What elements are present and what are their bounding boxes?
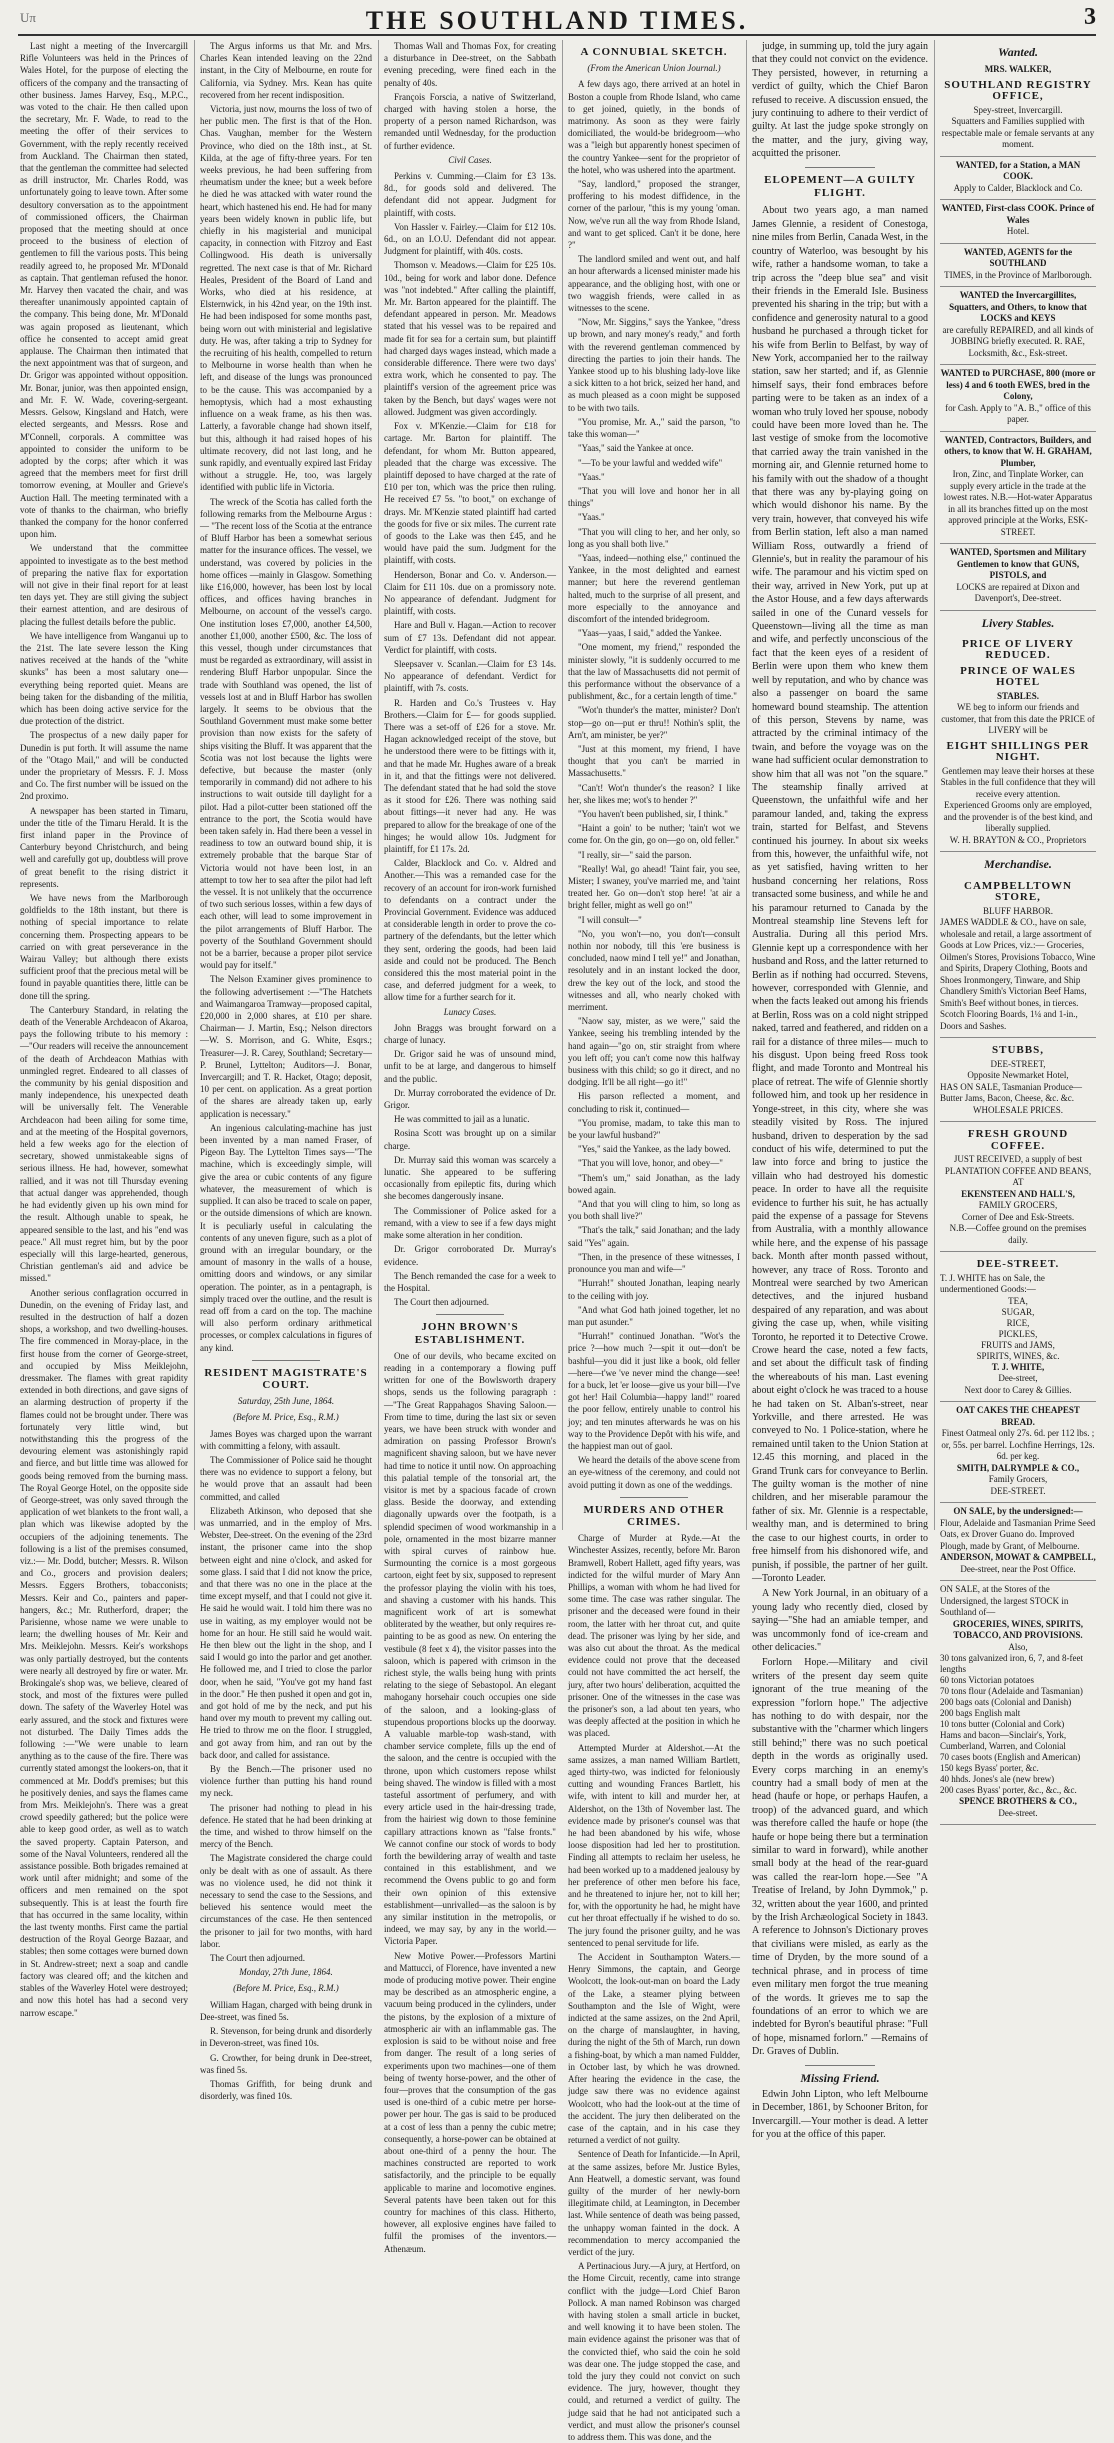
article-paragraph: "Just at this moment, my friend, I have thought that you can't be married in Massachusetts.": [568, 743, 740, 779]
col3-articles: [384, 40, 556, 152]
article-paragraph: The Bench remanded the case for a week to the Hospital.: [384, 1270, 556, 1293]
article-paragraph: A New York Journal, in an obituary of a young lady who recently died, closed by saying—"She had an amiable temper, and was uncommonly fond of ice-cream and other delicacies.": [752, 1588, 928, 1653]
list-item: TEA,: [1008, 1295, 1028, 1306]
wanted-heading: Wanted.: [997, 45, 1039, 59]
article-paragraph: "Now, Mr. Siggins," says the Yankee, "dress up brown, and nary money's ready," and forth with the reverend gentleman commenced by directing the parties to join their hands. The Yankee stood up to his blushing lady-love like a sick kitten to a hot brick, seized her hand, and as much pleased as a coon might be supposed to be with two tails.: [568, 317, 740, 413]
article-paragraph: Von Hassler v. Fairley.—Claim for £12 10s. 6d., on an I.O.U. Defendant did not appear. Judgment for plaintiff, with 40s. costs.: [384, 221, 556, 257]
livery-stables: STABLES.: [996, 690, 1040, 701]
court-date: Saturday, 25th June, 1864.: [237, 1396, 335, 1407]
anderson-address: Dee-street, near the Post Office.: [960, 1563, 1076, 1574]
column-divider: [194, 40, 195, 1530]
masthead: [0, 0, 1114, 34]
article-paragraph: By the Bench.—The prisoner used no violence further than putting his hand round my neck.: [200, 1764, 372, 1799]
article-paragraph: "Naow say, mister, as we were," said the Yankee, seeing his trembling intended by the hand again—"go on, stir straight from where you left off; you can't come now this halfway business with this child; so go it direct, and no dodging. It'll be all right—go it!": [568, 1016, 740, 1088]
article-paragraph: The Magistrate considered the charge could only be dealt with as one of assault. As there was no violence used, he did not think it necessary to send the case to the Sessions, and believed his sentence would meet the circumstances of the case. He then sentenced the prisoner to jail for two months, with hard labor.: [200, 1853, 372, 1949]
wanted-ad-line-1: WANTED to PURCHASE, 800 (more or less) 4 and 6 tooth EWES, bred in the Colony,: [940, 368, 1096, 402]
article-paragraph: Hare and Bull v. Hagan.—Action to recover sum of £7 13s. Defendant did not appear. Verdict for plaintiff, with costs.: [384, 620, 556, 655]
article-paragraph: Attempted Murder at Aldershot.—At the same assizes, a man named William Bartlett, aged thirty-two, was indicted for feloniously cutting and wounding Frances Bartlett, his wife, with intent to kill and murder her, at Aldershot, on the 13th of November last. The evidence made by prisoner's counsel was that he had been abandoned by his wife, whose loose disposition had led her to prostitution. Finding all attempts to reclaim her useless, he had been worked up to a maddened jealousy by her preference of other men before his face, and he threatened to injure her, not to kill her; for, with the opportunity he had, he might have cut her throat effectually if he wished to do so. The jury found the prisoner guilty, and he was sentenced to penal servitude for life.: [568, 1742, 740, 1948]
motive-power-article: New Motive Power.—Professors Martini and Mattucci, of Florence, have invented a new mode of producing motive power. Their engine may be described as an atmospheric engine, a vacuum being produced in the cylinders, under the pistons, by the explosion of a mixture of atmospheric air with an inflammable gas. The explosion is said to be without noise and free from danger. The result of a long series of experiments upon two machines—one of them being of twenty horse-power, and the other of four—proves that the consumption of the gas used is one-third of a cubic metre per horse-power per hour. The gas is said to be produced at a cost of less than a penny the cubic metre; consequently, a horse-power can be obtained at about one-third of a penny the hour. The machines constructed are reported to work satisfactorily, and the principle to be equally applicable to marine and locomotive engines. Several patents have been taken out for this country for machines of this class. Hitherto, however, all explosive engines have failed to fulfil the promises of the inventors.—Athenæum.: [384, 1950, 556, 2254]
article-paragraph: Thomas Griffith, for being drunk and disorderly, was fined 10s.: [200, 2078, 372, 2102]
white-name: T. J. WHITE,: [991, 1361, 1045, 1372]
spence-address: Dee-street.: [998, 1807, 1038, 1818]
article-paragraph: "You promise, madam, to take this man to be your lawful husband?": [568, 1117, 740, 1141]
smith-name: SMITH, DALRYMPLE & CO.,: [956, 1462, 1080, 1473]
spence-text: ON SALE, at the Stores of the Undersigned, the largest STOCK in Southland of—: [940, 1584, 1069, 1618]
article-paragraph: Victoria, just now, mourns the loss of two of her public men. The first is that of the Hon. Chas. Vaughan, member for the Western Province, who died on the 18th inst., at St. Kilda, at the age of fifty-three years. For ten weeks previous, he had been suffering from rheumatism under the knee; but a week before he died he was attacked with water round the heart, which hastened his end. He had for many years been widely known in public life, but chiefly in his magisterial and municipal capacity, in connection with Fitzroy and East Collingwood. His death is universally regretted. The next case is that of Mr. Richard Heales, President of the Board of Land and Works, who died at his residence, at Elsternwick, in his 42nd year, on the 19th inst. He had been indisposed for some months past, being worn out with ministerial and legislative duty. He was, after taking a trip to Sydney for the recruiting of his health, compelled to return to Melbourne in worse health than when he left, and disease of the lungs was pronounced to be the cause. This was accompanied by a hemoptysis, which had a most exhausting influence on a weak frame, as his then was. Latterly, a favorable change had shown itself, but this, although it had raised hopes of his ultimate recovery, did not last long, and he sunk rapidly, and eventually expired last Friday without a struggle. He, too, was largely identified with public life in Victoria.: [200, 104, 372, 493]
col1-articles: [20, 40, 188, 2019]
list-item: 200 bags English malt: [940, 1708, 1021, 1719]
sketch-source: (From the American Union Journal.): [587, 63, 721, 74]
wanted-ad: [940, 244, 1096, 288]
divider: [436, 1314, 505, 1315]
wanted-ad-line-2: LOCKS are repaired at Dixon and Davenport's, Dee-street.: [956, 581, 1080, 604]
article-paragraph: The wreck of the Scotia has called forth the following remarks from the Melbourne Argus :— "The recent loss of the Scotia at the entrance of Bluff Harbor has been a somewhat serious matter for the insurance offices. The vessel, we understand, was covered by policies in the home offices —mainly in Glasgow. Something like £16,000, however, has been lost by local offices, and offices having branches in Melbourne, on account of the vessel's cargo. One institution loses £7,000, another £4,500, another £1,000, another £500, &c. The loss of this vessel, though under circumstances that must be regarded as extraordinary, will assist in rendering Bluff Harbor unpopular. Since the trade with Southland was opened, the list of vessels lost at and in Bluff Harbor has swollen largely. It seems to be obvious that the Southland Government must make some better provision than now exists for the safety of ships visiting the Bluff. It was apparent that the Scotia was not lost because the lights were defective, but because the master (only temporarily in command) did not adhere to his instructions to wait outside till daylight for a pilot. Had a pilot-cutter been stationed off the entrance to the port, the Scotia would have been taken safely in. Had there been a vessel in readiness to tow an outward bound ship, it is extremely probable that the barque Star of Victoria would not have been lost, in an attempt to tow her to sea after the pilot had left the vessel. It is not unlikely that the occurrence of two such serious losses, within a few days of each other, will lead to some improvement in the pilot arrangements of Bluff Harbor. The poverty of the Southland Government should not be a barrier, because a proper pilot service would pay for itself.": [200, 496, 372, 971]
article-paragraph: Thomson v. Meadows.—Claim for £25 10s. 10d., being for work and labor done. Defence was "not indebted." After calling the plaintiff, Mr. Mr. Barton appeared for the plaintiff. The defendant appeared in person. Mr. Meadows stated that his vessel was to be repaired and made fit for sea for a certain sum, but plaintiff had charged days wages instead, which made a considerable difference. There were two days' extra work, which he consented to pay. The plaintiff's version of the agreement price was taken by the Bench, but days' wages were not allowed. Judgment was given accordingly.: [384, 260, 556, 417]
column-divider: [934, 40, 935, 1530]
article-paragraph: The Argus informs us that Mr. and Mrs. Charles Kean intended leaving on the 22nd instant, in the City of Melbourne, en route for California, via Sydney. Mrs. Kean has quite recovered from her recent indisposition.: [200, 41, 372, 100]
article-paragraph: John Braggs was brought forward on a charge of lunacy.: [384, 1022, 556, 1046]
livery-text: WE beg to inform our friends and customer, that from this date the PRICE of LIVERY will be: [941, 702, 1095, 736]
article-paragraph: We have news from the Marlborough goldfields to the 18th instant, but there is nothing of special importance to relate concerning them. Prospecting appears to be carried on with great perseverance in the Wairau Valley; but although there exists sufficient proof that the precious metal will be found in payable quantities there, little can be done till the spring.: [20, 893, 188, 1001]
coffee-line-6: Corner of Dee and Esk-Streets.: [961, 1211, 1075, 1222]
article-paragraph: "Say, landlord," proposed the stranger, proffering to his modest diffidence, in the corner of the parlour, "this is my young 'oman. Now, we've run all the way from Rhode Island, and want to get spliced. Can't it be done, here ?": [568, 179, 740, 251]
list-item: 150 kegs Byass' porter, &c.: [940, 1763, 1039, 1774]
article-paragraph: The Court then adjourned.: [394, 1297, 489, 1308]
column-3: [384, 40, 556, 2254]
stubbs-text: HAS ON SALE, Tasmanian Produce—Butter Jams, Bacon, Cheese, &c. &c.: [940, 1081, 1082, 1104]
wanted-ad-line-1: WANTED, for a Station, a MAN COOK.: [955, 159, 1081, 182]
article-paragraph: The Commissioner of Police asked for a remand, with a view to see if a few days might make some alteration in her condition.: [384, 1205, 556, 1241]
monday-reports: [200, 1999, 372, 2103]
wanted-ad-line-1: WANTED, Contractors, Builders, and others, to know that W. H. GRAHAM, Plumber,: [944, 434, 1092, 468]
column-5: [752, 40, 928, 2141]
brown-heading: JOHN BROWN'S ESTABLISHMENT.: [414, 1321, 526, 1346]
coffee-line-3: AT: [1012, 1177, 1024, 1188]
list-item: 60 tons Victorian potatoes: [940, 1675, 1035, 1686]
article-paragraph: The landlord smiled and went out, and half an hour afterwards a licensed minister made his appearance, and the obliging host, with one or two waggish friends, were called in as witnesses to the scene.: [568, 254, 740, 314]
column-divider: [746, 40, 747, 1530]
livery-hotel: PRINCE OF WALES HOTEL: [960, 664, 1076, 689]
wanted-ad-line-2: for Cash. Apply to "A. B.," office of this paper.: [945, 402, 1091, 425]
list-item: 200 bags oats (Colonial and Danish): [940, 1697, 1072, 1708]
on-sale-heading: ON SALE, by the undersigned:—: [953, 1506, 1083, 1517]
article-paragraph: "Can't! Wot'n thunder's the reason? I like her, she likes me; wot's to hender ?": [568, 782, 740, 805]
article-paragraph: Dr. Murray said this woman was scarcely a lunatic. She appeared to be suffering occasionally from epileptic fits, during which she becomes dangerously insane.: [384, 1154, 556, 1202]
article-paragraph: Rosina Scott was brought up on a similar charge.: [384, 1128, 556, 1151]
article-paragraph: Sleepsaver v. Scanlan.—Claim for £3 14s. No appearance of defendant. Verdict for plaintiff, with 7s. costs.: [384, 658, 556, 694]
article-paragraph: The Court then adjourned.: [210, 1953, 305, 1964]
article-paragraph: "Yaas.": [578, 471, 605, 482]
masthead-rule: [18, 34, 1096, 36]
monday-bench: (Before M. Price, Esq., R.M.): [233, 1983, 339, 1994]
article-paragraph: The Canterbury Standard, in relating the death of the Venerable Archdeacon of Akaroa, pays the following tribute to his memory :—"Our readers will receive the announcement of the death of Archdeacon Mathias with unmingled regret. Endeared to all classes of the community by his genial disposition and manly independence, his unexpected death will be universally felt. The Venerable Archdeacon had been ailing for some time, and at the meeting of the Hospital governors, held a few weeks ago for the election of secretary, showed unmistakeable signs of serious illness. He had, however, somewhat rallied, and it was not till Thursday evening that actual danger was apprehended, though he had evidently given up his own mind for the result. Although unable to speak, he appeared sensible to the last, and his "end was peace." All must regret him, but by the poor especially will this large-hearted, generous, Christian gentleman's aid and advice be missed.": [20, 1004, 188, 1284]
article-paragraph: An ingenious calculating-machine has just been invented by a man named Fraser, of Pigeon Bay. The Lyttelton Times says—"The machine, which is exceedingly simple, will give the area or cubic contents of any figure whatever, the measurement of which is supplied. It can also be traced to scale on paper, or the outside dimensions of which are known. It is peculiarly useful in calculating the contents of any uneven figure, such as a plot of ground with an irregular boundary, or the amount of masonry in the walls of a house, omitting doors and windows, or any similar operation. The pointer, as in a pentagraph, is simply traced over the outline, and the result is read off from a card on the top. The machine will also perform ordinary arithmetical processes, or complex calculations in figures of any kind.: [200, 1122, 372, 1353]
article-paragraph: His parson reflected a moment, and concluding to risk it, continued—: [568, 1091, 740, 1114]
page-number: 3: [1084, 4, 1096, 30]
merchandise-heading: Merchandise.: [984, 857, 1052, 872]
livery-text-3: Experienced Grooms only are employed, and the provender is of the best kind, and liberally supplied.: [943, 800, 1093, 834]
coffee-text: JUST RECEIVED, a supply of best: [953, 1154, 1083, 1165]
article-paragraph: "And that you will cling to him, so long as you both shall live?": [568, 1199, 740, 1222]
article-paragraph: R. Stevenson, for being drunk and disorderly in Deveron-street, was fined 10s.: [200, 2026, 372, 2049]
lunacy-cases: [384, 1022, 556, 1308]
article-paragraph: The Accident in Southampton Waters.— Henry Simmons, the captain, and George Woolcott, the look-out-man on board the Lady of the Lake, a steamer plying between Southampton and the Isle of Wight, were indicted at the same assizes, on the 2nd April, on the charge of manslaughter, in having, during the night of the 5th of March, run down a fishing-boat, by which a man named Fuldder, in October last, by which he was drowned. After hearing the evidence in the case, the judge saw there was no evidence against Woolcott, who had the look-out at the time of the accident. The jury then deliberated on the case of the captain, and in his case they returned a verdict of not guilty.: [568, 1952, 740, 2146]
elopement-heading: ELOPEMENT—A GUILTY FLIGHT.: [764, 173, 916, 200]
article-paragraph: "Yaas.": [578, 512, 605, 523]
missing-friend-notice: Edwin John Lipton, who left Melbourne in December, 1861, by Schooner Briton, for Invercargill.—Your mother is dead. A letter for you at the office of this paper.: [752, 2088, 928, 2141]
article-paragraph: "Them's um," said Jonathan, as the lady bowed again.: [568, 1172, 740, 1195]
article-paragraph: Fox v. M'Kenzie.—Claim for £18 for cartage. Mr. Barton for plaintiff. The defendant, for whom Mr. Button appeared, pleaded that the charge was excessive. The plaintiff deposed to have charged at the rate of £10 per ton, which was the price then ruling. He received £7 5s. "to boot," on exchange of drays. Mr. M'Kenzie stated plaintiff had carted the goods for five or six miles. The current rate of goods to the Lake was then £45, and he would have paid the sum. Judgment for the plaintiff, with costs.: [384, 421, 556, 566]
wanted-ad-line-2: Hotel.: [1006, 226, 1030, 237]
sketch-heading: A CONNUBIAL SKETCH.: [580, 46, 728, 58]
list-item: FRUITS and JAMS,: [981, 1339, 1055, 1350]
stubbs-opposite: Opposite Newmarket Hotel,: [967, 1070, 1069, 1081]
oatcake-ad: [940, 1402, 1096, 1503]
article-paragraph: The Commissioner of Police said he thought there was no evidence to support a felony, but he would prove that an assault had been committed, and called: [200, 1454, 372, 1502]
article-paragraph: Dr. Grigor said he was of unsound mind, unfit to be at large, and dangerous to himself and the public.: [384, 1049, 556, 1084]
article-paragraph: One of our devils, who became excited on reading in a contemporary a flowing puff written for one of the Bowlsworth drapery shops, sends us the following paragraph :—"The Great Rappahagos Shaving Saloon.—From time to time, during the last six or seven years, we have been struck with wonder and admiration on passing Professor Brown's magnificent shaving saloon, but we have never had time to notice it until now. On approaching this palatial temple of the tonsorial art, the visitor is met by a spacious facade of crown glass. Beside the doorway, and extending diagonally upwards over the footpath, is a splendid specimen of wood workmanship in a pole, ornamented in the most bizarre manner with spiral curves of rainbow hue. Surmounting the cornice is a most gorgeous cartoon, eight feet by six, supposed to represent the professor playing the violin with his toes, and shaving a customer with his hands. This magnificent work of art is somewhat obliterated by the weather, but only requires re-painting to be as good as new. On entering the vestibule (8 feet x 4), the visitor passes into the saloon, which is papered with crimson in the richest style, the walls being hung with prints relating to the siege of Sebastopol. An elegant mahogany horsehair couch occupies one side of the saloon, and a looking-glass of stupendous proportions blocks up the doorway. A valuable marble-top wash-stand, with chamber service complete, fills up the end of the saloon, and the centre is occupied with the throne, upon which customers repose whilst being shaved. The window is filled with a most tasteful assortment of perfumery, and with every article used in the hair-dressing trade, from the hairiest wig down to those feminine capillary attractions known as "false fronts." We cannot confine our stock of words to body forth the bewildering array of wealth and taste contained in this establishment, and we recommend the Ovens public to go and form their own opinion of this extensive establishment—unrivalled—as the saloon is by any similar institution in the metropolis, or indeed, we may say, by any in the world.—Victoria Paper.: [384, 1350, 556, 1947]
article-paragraph: "—To be your lawful and wedded wife": [578, 457, 723, 468]
article-paragraph: "Then, in the presence of these witnesses, I pronounce you man and wife—": [568, 1251, 740, 1275]
spence-signature: SPENCE BROTHERS & CO.,: [959, 1796, 1077, 1807]
campbelltown-text: JAMES WADDLE & CO., have on sale, wholesale and retail, a large assortment of Goods at Low Prices, viz.:— Groceries, Oilmen's Stores, Provisions Tobacco, Wine and Spirits, Drapery Clothing, Boots and Shoes Ironmongery, Tinware, and Ship Chandlery Smith's Victorian Beef Hams, Smith's Beef without bones, in tierces. Scotch Flooring Boards, 1¼ and 1-in., Doors and Sashes.: [940, 917, 1096, 1031]
murders-article: [568, 1532, 740, 2443]
article-paragraph: "One moment, my friend," responded the minister slowly, "it is suddenly occurred to me that the law of Massachusetts did not permit of this performance without the observance of a publishment, &c., for a certain length of time.": [568, 642, 740, 702]
article-paragraph: A Pertinacious Jury.—A jury, at Hertford, on the Home Circuit, recently, came into strange conflict with the judge—Lord Chief Baron Pollock. A man named Robinson was charged with having stolen a small article in bucket, and well knowing it to have been stolen. The main evidence against the prisoner was that of the convicted thief, who said the coin he sold was dear one. The judge stopped the case, and told the jury they could not convict on such evidence. The jury, however, thought they could, and returned a verdict of guilty. The judge said that he had not anticipated such a verdict, and must allow the prisoner's counsel to address them. This was done, and the: [568, 2261, 740, 2442]
wanted-ad: [940, 157, 1096, 201]
article-paragraph: Sentence of Death for Infanticide.—In April, at the same assizes, before Mr. Justice Byles, Ann Heatwell, a domestic servant, was found guilty of the murder of her newly-born illegitimate child, at Leamington, in December last. While sentence of death was being passed, the unhappy woman fainted in the dock. A recommendation to mercy accompanied the verdict of the jury.: [568, 2149, 740, 2257]
civil-cases: [384, 170, 556, 1004]
registry-office-name: SOUTHLAND REGISTRY OFFICE,: [944, 78, 1092, 103]
article-paragraph: "That you will love and honor her in all things": [568, 485, 740, 509]
missing-friend-heading: Missing Friend.: [800, 2070, 880, 2085]
article-paragraph: "Yaas," said the Yankee at once.: [578, 443, 694, 454]
article-paragraph: "Wot'n thunder's the matter, minister? Don't stop—go on—put er thru!! Nothin's split, the Arn't, am minister, be yer?": [568, 705, 740, 740]
article-paragraph: The prospectus of a new daily paper for Dunedin is put forth. It will assume the name of the "Otago Mail," and will be conducted under the proprietary of Messrs. F. J. Moss and Co. The first number will be issued on the 2nd proximo.: [20, 730, 188, 802]
livery-text-2: Gentlemen may leave their horses at these Stables in the full confidence that they will receive every attention.: [940, 765, 1096, 799]
white-address: Dee-street,: [998, 1373, 1038, 1384]
list-item: SPIRITS, WINES, &c.: [976, 1350, 1060, 1361]
article-paragraph: About two years ago, a man named James Glennie, a resident of Conestoga, nine miles from Berlin, Canada West, in the country of Waterloo, was besought by his wife, rather a handsome woman, to take a trip across the "deep blue sea" and visit their friends in the Emerald Isle. Business prevented his sharing in the trip; but with a confidence and generosity natural to a good husband he purchased a through ticket for his wife from Berlin to Belfast, by way of New York, accompanied her to the railway station, saw her started; and if, as Glennie himself says, their fond embraces before parting were to be taken as an index of a woman who truly loved her spouse, nobody could have been more loved than he. The last vestige of smoke from the locomotive that carried away the train vanished in the morning air, and Glennie returned home to his family with out the shadow of a thought that there was any by-playing going on which would dishonor his name. By the very train, however, that conveyed his wife from Berlin station, left also a man named William Ross, outwardly a friend of Glennie's, but in reality the paramour of his wife. The paramour and his victim sped on their way, arrived in New York, put up at the Astor House, and a few days afterwards sailed in one of the Cunard vessels for Queenstown—living all the time as man and wife, and perfectly unconscious of the fact that the keen eyes of a resident of Berlin were upon them who knew them well by reputation, and who by chance was also a passenger on board the same homeward bound steamship. The attention of this person, Stevens by name, was attracted by the criminal intimacy of the twain, and before the voyage was on the wane had sufficient ocular demonstration to show him that all was not "on the square." The steamship finally arrived at Queenstown, the unfaithful wife and her paramour landed, and, taking the express train, started for Belfast, and Stevens continued his journey. In about six weeks from this, however, the unfaithful wife, not as yet satisfied, having written to her husband concerning her relations, Ross transacted some business, and while he and his paramour returned to Canada by the Montreal steamship line Stevens left for Australia. During all this period Mrs. Glennie kept up a correspondence with her husband and Ross, and the latter returned to Berlin as if nothing had occurred. Stevens, however, corresponded with Glennie, and when the facts leaked out among his friends at Berlin, Ross was on a cold night stripped naked, tarred and feathered, and ridden on a rail for a distance of three miles— much to his disgust. Upon being freed Ross took flight, and made Toronto and Montreal his place of retreat. The wife of Glennie shortly followed him, and took up her residence in Yonge-street, in this city, where she was steadily visited by Ross. The injured husband, driven to desperation by the sad conduct of his wife, determined to put the law into force and bring to justice the villain who had destroyed his domestic peace. In order to have all the requisite evidence to further his suit, he has actually paid the expense of a passage for Stevens from Australia, with a monthly allowance while here, and the expense of his passage back. Month after month passed without, however, any trace of Ross. Toronto and Montreal were searched by two American detectives, and the injured husband despaired of any reparation, and was about giving the case up, when, while visiting Toronto, he reported it to Detective Crowe. Crowe heard the case, noted a few facts, and set about the difficult task of finding the whereabouts of his man. Last evening about eight o'clock he was traced to a house he had taken on St. Alban's-street, near Yorkville, and there arrested. He was conveyed to No. 1 Police-station, where he remained until taken to the Union Station at 12.45 this morning, and placed in the Grand Trunk cars for conveyance to Berlin. The guilty woman is the mother of nine children, and her miserable paramour the father of six. Mr. Glennie is a respectable, wealthy man, and is determined to bring the case to our highest courts, in order to free himself from his dishonored wife, and punish, if possible, the partner of her guilt.—Toronto Leader.: [752, 205, 928, 1584]
article-paragraph: "That's the talk," said Jonathan; and the lady said "Yes" again.: [568, 1225, 740, 1248]
smith-address: DEE-STREET.: [990, 1485, 1046, 1496]
article-paragraph: "No, you won't—no, you don't—consult nothin nor nobody, till this 'ere business is concluded, naow mind I tell ye!" and Jonathan, resolutely and in an instant locked the door, drew the key out of the lock, and stood the witnesses and all, who nearly choked with merriment.: [568, 928, 740, 1013]
column-4: [568, 40, 740, 2442]
list-item: 70 cases boots (English and American): [940, 1752, 1081, 1763]
civil-heading: Civil Cases.: [448, 154, 492, 165]
registry-proprietor: MRS. WALKER,: [984, 64, 1052, 75]
article-paragraph: "Haint a goin' to be nuther; 'tain't wot we come for. On the gin, go on—go on, old feller.": [568, 823, 740, 846]
campbelltown-ad: [940, 874, 1096, 1039]
list-item: Hams and bacon—Sinclair's, York, Cumberland, Warren, and Colonial: [940, 1730, 1067, 1752]
on-sale-ad: [940, 1503, 1096, 1581]
article-paragraph: Henderson, Bonar and Co. v. Anderson.— Claim for £11 10s. due on a promissory note. No appearance of defendant. Judgment for plaintiff, with costs.: [384, 569, 556, 617]
col5-continued: [752, 40, 928, 161]
article-paragraph: James Boyes was charged upon the warrant with committing a felony, with assault.: [200, 1428, 372, 1451]
wanted-ad-line-1: WANTED, AGENTS for the SOUTHLAND: [963, 246, 1073, 269]
monday-date: Monday, 27th June, 1864.: [239, 1967, 333, 1978]
list-item: SUGAR,: [1001, 1306, 1035, 1317]
article-paragraph: Perkins v. Cumming.—Claim for £3 13s. 8d., for goods sold and delivered. The defendant did not appear. Judgment for plaintiff, with costs.: [384, 171, 556, 218]
column-6-advertisements: [940, 40, 1096, 1818]
list-item: 200 cases Byass' porter, &c., &c., &c.: [940, 1785, 1077, 1796]
list-item: 70 tons flour (Adelaide and Tasmanian): [940, 1686, 1083, 1697]
coffee-heading: FRESH GROUND COFFEE.: [967, 1128, 1069, 1152]
wanted-ad-line-1: WANTED the Invercargillites, Squatters, and Others, to know that LOCKS and KEYS: [949, 290, 1087, 324]
newspaper-title: THE SOUTHLAND TIMES.: [365, 6, 749, 35]
wanted-ad-line-1: WANTED, Sportsmen and Military Gentlemen to know that GUNS, PISTOLS, and: [949, 547, 1087, 581]
wanted-ad-line-2: Apply to Calder, Blacklock and Co.: [953, 182, 1083, 193]
registry-ad: [940, 61, 1096, 157]
livery-ad: [940, 632, 1096, 853]
column-2: [200, 40, 372, 2102]
article-paragraph: "That you will cling to her, and her only, so long as you shall both live.": [568, 526, 740, 549]
white-next: Next door to Carey & Gillies.: [964, 1384, 1072, 1395]
oatcake-heading: OAT CAKES THE CHEAPEST BREAD.: [956, 1405, 1080, 1427]
coffee-line-5: FAMILY GROCERS,: [978, 1200, 1058, 1211]
on-sale-text: Flour, Adelaide and Tasmanian Prime Seed Oats, ex Drover Guano do. Improved Plough, made by Grant, of Melbourne.: [940, 1517, 1096, 1551]
livery-signature: W. H. BRAYTON & CO., Proprietors: [949, 834, 1087, 845]
article-paragraph: Elizabeth Atkinson, who deposed that she was unmarried, and in the employ of Mrs. Webster, Dee-street. On the evening of the 23rd instant, the prisoner came into the shop between eight and nine o'clock, and asked for some glass. I said that I did not know the price, and that there was no one in the place at the time except myself, and that I could not give it. He said he would wait. I told him there was no use in waiting, as my employer would not be home for an hour. He still said he would wait. He then blew out the light in the shop, and I said I would go into the parlor and get another. He followed me, and I tried to close the parlor door, when he said, "You've got my hand fast in the door." He then pushed it open and got in, and got hold of me by the neck, and put his hand over my mouth to prevent my calling out. He tried to throw me on the floor. I struggled, and got away from him, and ran out by the back door, and called for assistance.: [200, 1505, 372, 1760]
article-paragraph: "Hurrah!" shouted Jonathan, leaping nearly to the ceiling with joy.: [568, 1278, 740, 1301]
anderson-name: ANDERSON, MOWAT & CAMPBELL,: [940, 1552, 1096, 1563]
spence-goods: GROCERIES, WINES, SPIRITS, TOBACCO, AND PROVISIONS.: [952, 1618, 1084, 1641]
stubbs-ad: [940, 1038, 1096, 1122]
article-paragraph: Dr. Grigor corroborated Dr. Murray's evidence.: [384, 1244, 556, 1267]
list-item: 30 tons galvanized iron, 6, 7, and 8-feet lengths: [940, 1653, 1083, 1675]
article-paragraph: We have intelligence from Wanganui up to the 21st. The late severe lesson the King natives received at the hands of the "white skunks" has been a most salutary one—everything being reported quiet. Means are being taken for the disbanding of the militia, which has been doing active service for the due protection of the district.: [20, 630, 188, 727]
article-paragraph: "Really! Wal, go ahead! 'Taint fair, you see, Mister; I swaney, you've married me, and 'taint treated her. Go on—don't stop here! 'at air a bright feller, might as well go on!": [568, 863, 740, 911]
coffee-note: N.B.—Coffee ground on the premises daily.: [949, 1223, 1087, 1245]
article-paragraph: "You promise, Mr. A.," said the parson, "to take this woman—": [568, 416, 740, 440]
article-paragraph: "I will consult—": [578, 914, 642, 925]
article-paragraph: William Hagan, charged with being drunk in Dee-street, was fined 5s.: [200, 1999, 372, 2022]
article-paragraph: judge, in summing up, told the jury again that they could not convict on the evidence. They persisted, however, in returning a verdict of guilty, which the Chief Baron refused to receive. A discussion ensued, the jury continuing to adhere to their verdict of guilty. At last the judge spoke strongly on the matter, and the jury, giving way, acquitted the prisoner.: [752, 41, 928, 160]
article-paragraph: Another serious conflagration occurred in Dunedin, on the evening of Friday last, and resulted in the destruction of half a dozen shops, a workshop, and two dwelling-houses. The fire commenced in Moray-place, in the first house from the corner of George-street, and occupied by Miss Meiklejohn, dressmaker. The flames with great rapidity extended in both directions, and gave signs of an alarming destruction of property if the flames could not be brought under. There was fortunately very little wind, but notwithstanding this the progress of the devouring element was astonishingly rapid and fierce, and but little time was allowed for goods being removed from the burning mass. The Royal George Hotel, on the opposite side of George-street, was only saved through the application of wet blankets to the front wall, a plan which was likewise adopted by the occupiers of the adjoining tenements. The following is a list of the premises consumed, viz.:— Mr. Dodd, butcher; Messrs. R. Wilson and Co., grocers and provision dealers; Messrs. Eggers Brothers, tobacconists; Messrs. Keir and Co., painters and paper-hangers, &c.; Mr. Rutherford, draper; the Parisienne, whose name we were unable to learn; the dwelling houses of Mr. Keir and Mrs. Meiklejohn. Messrs. Keir's workshops was only partially destroyed, but the contents were nearly all destroyed by fire or water. Mr. Brokingale's shop was, we believe, cleared of stock, and most of the fixtures were pulled down. The safety of the Waverley Hotel was early assured, and the stock and fixtures were not disturbed. The Daily Times adds the following :—"We were unable to learn anything as to the cause of the fire. There was currently stated amongst the lookers-on, that it commenced at Mr. Dodd's premises; but this he positively denies, and says the flames came from Mrs. Meiklejohn's. There was a great crowd speedily gathered; but the police were able to keep good order, as well as to watch the saved property. Captain Paterson, and some of the Naval Volunteers, rendered all the assistance possible. Both brigades remained at work until after midnight; and some of the officers and men remained on the spot subsequently. This is at least the fourth fire that has occurred in the same locality, within the last twenty months. First came the partial destruction of the Royal George Bazaar, and stables; then some cottages were burned down in St. Andrew-street; next a soap and candle factory was cleared off; and the kitchen and stables of the Waverley Hotel were destroyed; and now this hotel has had a second very narrow escape.": [20, 1287, 188, 2018]
article-paragraph: "That you will love, honor, and obey—": [578, 1158, 723, 1169]
wanted-ad-line-2: Iron, Zinc, and Tinplate Worker, can supply every article in the trade at the lowest rates. N.B.—Hot-water Apparatus in all its branches fitted up on the most approved principle at the Works, ESK-STREET.: [943, 469, 1093, 537]
divider: [805, 2065, 875, 2066]
divider: [620, 1497, 689, 1498]
divider: [805, 167, 875, 168]
article-paragraph: Dr. Murray corroborated the evidence of Dr. Grigor.: [384, 1087, 556, 1111]
list-item: RICE,: [1006, 1317, 1030, 1328]
wanted-ads: [940, 157, 1096, 611]
coffee-line-4: EKENSTEEN AND HALL'S,: [961, 1188, 1075, 1199]
wanted-ad: [940, 287, 1096, 365]
column-divider: [562, 40, 563, 1530]
col2-articles: [200, 40, 372, 1354]
coffee-line-2: PLANTATION COFFEE AND BEANS,: [944, 1165, 1092, 1176]
list-item: 10 tons butter (Colonial and Cork): [940, 1719, 1065, 1730]
article-paragraph: "I really, sir—" said the parson.: [578, 849, 692, 860]
smith-sub: Family Grocers,: [988, 1474, 1048, 1485]
list-item: 40 hhds. Jones's ale (new brew): [940, 1774, 1055, 1785]
column-divider: [378, 40, 379, 1530]
wanted-ad: [940, 432, 1096, 545]
wanted-ad: [940, 544, 1096, 611]
article-paragraph: "Yaas, indeed—nothing else," continued the Yankee, in the most delighted and earnest manner; but here the reverend gentleman halted, much to the surprise of all present, and more especially to the annoyance and discomfort of the intended bridegroom.: [568, 552, 740, 624]
stubbs-address: DEE-STREET,: [990, 1058, 1046, 1069]
article-paragraph: Charge of Murder at Ryde.—At the Winchester Assizes, recently, before Mr. Baron Bramwell, Robert Hallett, aged fifty years, was indicted for the wilful murder of Mary Ann Phillips, a woman with whom he had lived for some time. The case was rather singular. The prisoner and the deceased were found in their room, the latter with her throat cut, and quite dead. The prisoner was lying by her side, and was also cut about the throat. As the medical evidence could not prove that the deceased could not have committed the act herself, the jury, after two hours' deliberation, acquitted the prisoner. One of the witnesses in the case was the prisoner's son, a lad about ten years, who was deeply affected at the position in which he was placed.: [568, 1533, 740, 1739]
article-paragraph: Calder, Blacklock and Co. v. Aldred and Another.—This was a remanded case for the recovery of an account for iron-work furnished to defendants on a contract under the Provincial Government. Evidence was adduced at considerable length in order to prove the co-partnery of the defendants, but the letter which they sent, ordering the goods, had been laid aside and could not be produced. The Bench considered this the most material point in the case, and deferred judgment for a week, to allow time for a further search for it.: [384, 858, 556, 1003]
article-paragraph: A few days ago, there arrived at an hotel in Boston a couple from Rhode Island, who came to get joined, quietly, in the bonds of matrimony. As soon as they were fairly domiciliated, the would-be bridegroom—who was a "leigh but apparently honest specimen of the country Yankee—sent for the proprietor of the hotel, who was ushered into the apartment.: [568, 79, 740, 175]
article-paragraph: We understand that the committee appointed to investigate as to the best method of preparing the native flax for exportation will not give in their final report for at least ten days yet. They are still giving the subject their earnest attention, and are desirous of placing the fullest details before the public.: [20, 543, 188, 627]
article-paragraph: We heard the details of the above scene from an eye-witness of the ceremony, and could not avoid putting it down as one of the weddings.: [568, 1455, 740, 1490]
article-paragraph: A newspaper has been started in Timaru, under the title of the Timaru Herald. It is the first inland paper in the Province of Canterbury beyond Christchurch, and being well and carefully got up, doubtless will prove of great benefit to the rising district it represents.: [20, 805, 188, 889]
article-paragraph: "Yaas—yaas, I said," added the Yankee.: [578, 628, 722, 639]
stubbs-heading: STUBBS,: [992, 1044, 1044, 1057]
spence-also: Also,: [1008, 1641, 1028, 1652]
registry-text: Squatters and Families supplied with respectable male or female servants at any moment.: [941, 116, 1095, 150]
wanted-ad-line-2: TIMES, in the Province of Marlborough.: [944, 269, 1092, 280]
white-text: T. J. WHITE has on Sale, the undermentioned Goods:—: [940, 1272, 1045, 1295]
stubbs-wholesale: WHOLESALE PRICES.: [973, 1104, 1063, 1115]
article-paragraph: François Forscia, a native of Switzerland, charged with having stolen a horse, the property of a person named Richardson, was remanded until Wednesday, for the production of further evidence.: [384, 91, 556, 151]
article-paragraph: "Yes," said the Yankee, as the lady bowed.: [578, 1144, 731, 1155]
article-paragraph: R. Harden and Co.'s Trustees v. Hay Brothers.—Claim for £— for goods supplied. There was a set-off of £26 for a stove. Mr. Hagan acknowledged receipt of the stove, but he understood there were to be fittings with it, and that he made Mr. Hughes aware of a break in it, and that the fittings were not delivered. The defendant stated that he had sold the stove as it stood for £26. There was nothing said about fittings—it never had any. He was prepared to allow for the breakage of one of the hinges; he would allow 10s. Judgment for plaintiff, for £1 17s. 2d.: [384, 697, 556, 854]
white-goods: [940, 1296, 1096, 1362]
article-paragraph: "Hurrah!" continued Jonathan. "Wot's the price ?—how much ?—spit it out—don't be bashful—you did it just like a book, old feller—here—t'we 've never mind the change—see! for a buck, let 'er loose—give us your bill—I've got her! Hail Columbia—happy land!" roared the poor fellow, entirely unable to control his joy; and ten minutes afterwards he was on his way to the Providence Depôt with his wife, and the happiest man out of gaol.: [568, 1331, 740, 1451]
article-paragraph: "And what God hath joined together, let no man put asunder.": [568, 1304, 740, 1327]
white-ad: [940, 1252, 1096, 1402]
article-paragraph: Thomas Wall and Thomas Fox, for creating a disturbance in Dee-street, on the Sabbath evening preceding, were fined each in the penalty of 40s.: [384, 41, 556, 88]
court-reports: [200, 1428, 372, 1965]
article-paragraph: G. Crowther, for being drunk in Dee-street, was fined 5s.: [200, 2052, 372, 2075]
livery-price: PRICE OF LIVERY REDUCED.: [962, 637, 1074, 662]
divider: [252, 1360, 321, 1361]
lunacy-heading: Lunacy Cases.: [443, 1006, 497, 1017]
campbelltown-sub: BLUFF HARBOR.: [982, 905, 1054, 916]
wanted-ad-line-1: WANTED, First-class COOK. Prince of Wales: [941, 203, 1095, 225]
registry-address: Spey-street, Invercargill.: [973, 104, 1063, 115]
article-paragraph: The Nelson Examiner gives prominence to the following advertisement :—"The Hatchets and Waimangaroa Tramway—proposed capital, £20,000 in 2,000 shares, at £10 per share. Chairman— J. Martin, Esq.; Nelson directors—W. S. Morrison, and G. White, Esqrs.; Treasurer—J. R. Carey, Southland; Secretary—P. Brunel, Lyttelton; Auditors—J. Bonar, Invercargill; and T. R. Hacket, Otago; deposit, 10 per cent. on application. As a great portion of the shares are already taken up, early application is necessary.": [200, 974, 372, 1119]
brown-article: [384, 1350, 556, 1948]
column-1: [20, 40, 188, 2018]
article-paragraph: Last night a meeting of the Invercargill Rifle Volunteers was held in the Princes of Wales Hotel, for the purpose of electing the officers of the company and the transacting of other business. James Harvey, Esq., M.P.C., was voted to the chair. He then called upon the secretary, Mr. F. Wade, to read to the meeting the offer of their services to Government, with the reply recently received from Auckland. The Chairman then stated, that the gentleman the committee had selected as drill instructor, Mr. Charles Rodd, was unfortunately going to leave town. After some desultory conversation as to the appointment of commissioned officers, the Chairman proposed that the meeting should at once proceed to the business of election of gentlemen to fill the various posts. This being readily agreed to, he proposed Mr. M'Donald as captain. That gentleman refused the honor. Mr. Harvey then vacated the chair, and was thereafter unanimously appointed captain of the company. This being done, Mr. M'Donald was again proposed as lieutenant, which office he consented to accept amid great applause. The Chairman then intimated that the next appointment was that of surgeon, and Dr. Grigor was appointed without opposition. Mr. Bonar, junior, was then appointed ensign, and Mr. F. W. Wade, covering-sergeant. Messrs. Gelsow, Kingsland and Hatch, were elected sergeants, and Messrs. Rose and M'Connell, corporals. A committee was appointed to consider the uniform to be adopted by the corps; after which it was agreed that the members meet for first drill tomorrow evening, at Mouller and Grieve's Auction Hall. The meeting terminated with a vote of thanks to the chairman, who briefly thanked the company for the honor conferred upon him.: [20, 41, 188, 540]
livery-heading: Livery Stables.: [981, 615, 1055, 630]
campbelltown-heading: CAMPBELLTOWN STORE,: [964, 879, 1072, 904]
article-paragraph: He was committed to jail as a lunatic.: [394, 1114, 530, 1125]
list-item: PICKLES,: [998, 1328, 1038, 1339]
oatcake-text: Finest Oatmeal only 27s. 6d. per 112 lbs. ; or, 55s. per barrel. Lochfine Herrings, 12s. 6d. per keg.: [941, 1428, 1095, 1462]
article-paragraph: Forlorn Hope.—Military and civil writers of the present day seem quite ignorant of the true meaning of the expression "forlorn hope." The adjective has nothing to do with despair, nor the substantive with the "charmer which lingers still behind;" there was no such poetical depth in the words as originally used. Every corps marching in an enemy's country had a small body of men at the head (haufe or hope, or perhaps Haufen, a troop) of the advanced guard, and which was therefore called the haufe or hope (the haufe or hope being there but a termination similar to ward in forward), while another small body at the head of the rear-guard was called the rear-lorn hope.—See "A Treatise of Ireland, by John Dymmok," p. 32, written about the year 1600, and printed by the Irish Archæological Society in 1843. A reference to Johnson's Dictionary proves that civilians were misled, as early as the time of Dryden, by the more sound of a technical phrase, and in process of time even military men forgot the true meaning of the words. It grieves me to sap the foundations of an error to which we are indebted for Byron's beautiful phrase: "Full of hope, misnamed forlorn." —Remains of Dr. Graves of Dublin.: [752, 1657, 928, 2058]
article-paragraph: "You haven't been published, sir, I think.": [578, 808, 728, 819]
wanted-ad: [940, 365, 1096, 432]
wanted-ad-line-2: are carefully REPAIRED, and all kinds of JOBBING briefly executed. R. RAE, Locksmith, &c., Esk-street.: [942, 324, 1094, 358]
masthead-left-mark: Uπ: [20, 10, 36, 25]
wanted-ad: [940, 200, 1096, 244]
coffee-ad: [940, 1122, 1096, 1252]
elopement-article: [752, 204, 928, 2058]
spence-ad: [940, 1581, 1096, 1825]
livery-rate: EIGHT SHILLINGS PER NIGHT.: [946, 739, 1090, 764]
court-heading: RESIDENT MAGISTRATE'S COURT.: [204, 1366, 368, 1391]
spence-list: [940, 1653, 1096, 1796]
white-street: DEE-STREET.: [976, 1258, 1060, 1271]
sketch-article: [568, 78, 740, 1490]
murders-heading: MURDERS AND OTHER CRIMES.: [583, 1503, 725, 1528]
court-bench: (Before M. Price, Esq., R.M.): [233, 1412, 339, 1423]
article-paragraph: The prisoner had nothing to plead in his defence. He stated that he had been drinking at the time, and wished to throw himself on the mercy of the Bench.: [200, 1802, 372, 1850]
